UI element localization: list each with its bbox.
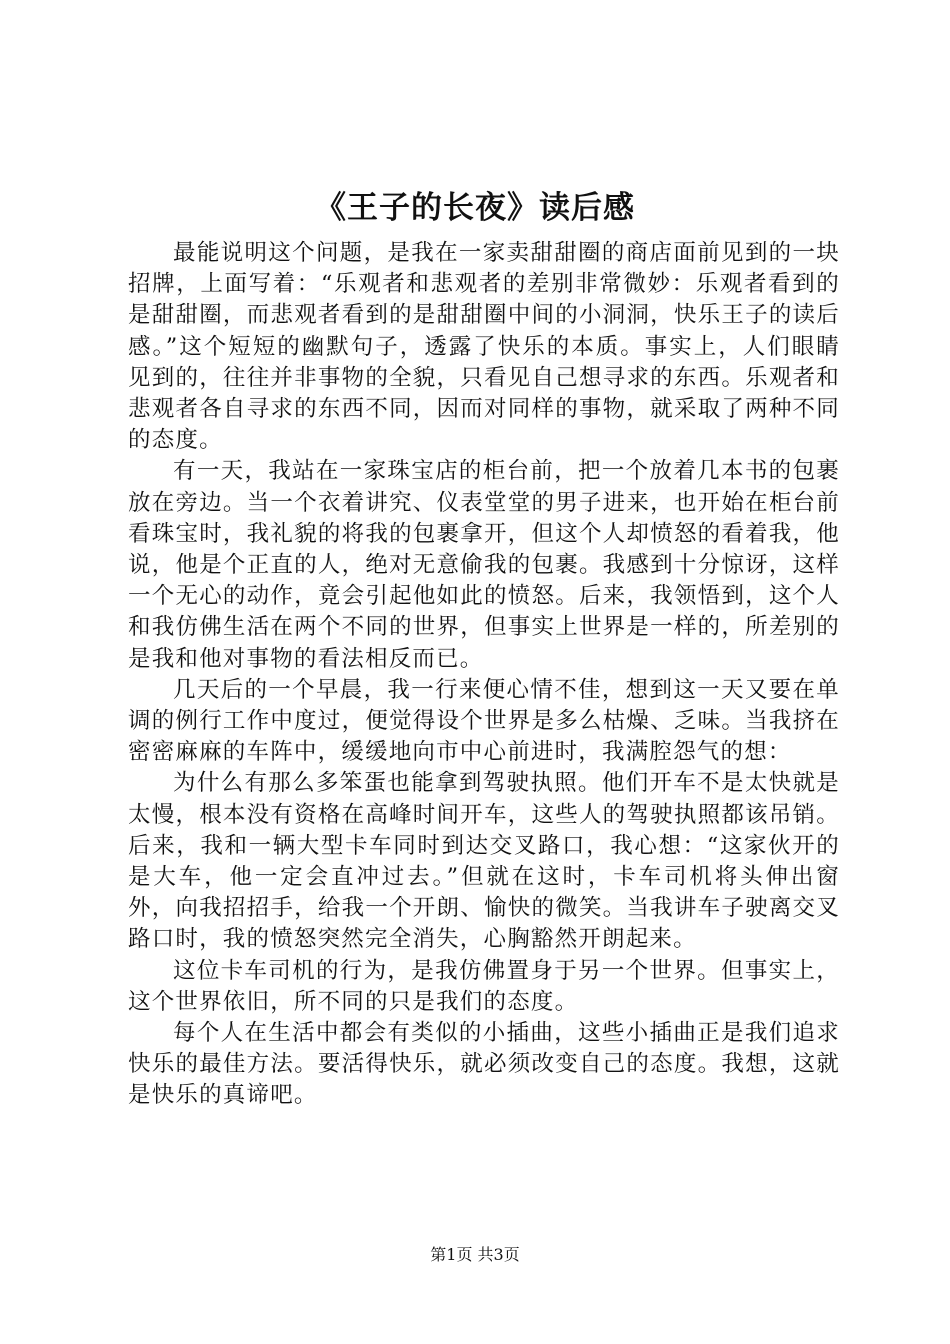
page-footer: 第1页 共3页	[430, 1245, 520, 1264]
paragraph: 这位卡车司机的行为，是我仿佛置身于另一个世界。但事实上，这个世界依旧，所不同的只是我们的态度。	[128, 957, 840, 1015]
paragraph: 有一天，我站在一家珠宝店的柜台前，把一个放着几本书的包裹放在旁边。当一个衣着讲究、仪表堂堂的男子进来，也开始在柜台前看珠宝时，我礼貌的将我的包裹拿开，但这个人却愤怒的看着我，他说，他是个正直的人，绝对无意偷我的包裹。我感到十分惊讶，这样一个无心的动作，竟会引起他如此的愤怒。后来，我领悟到，这个人和我仿佛生活在两个不同的世界，但事实上世界是一样的，所差别的是我和他对事物的看法相反而已。	[128, 458, 840, 672]
document-body	[128, 238, 840, 1112]
paragraph: 最能说明这个问题，是我在一家卖甜甜圈的商店面前见到的一块招牌，上面写着：“乐观者和悲观者的差别非常微妙：乐观者看到的是甜甜圈，而悲观者看到的是甜甜圈中间的小洞洞，快乐王子的读后感。”这个短短的幽默句子，透露了快乐的本质。事实上，人们眼睛见到的，往往并非事物的全貌，只看见自己想寻求的东西。乐观者和悲观者各自寻求的东西不同，因而对同样的事物，就采取了两种不同的态度。	[128, 240, 840, 454]
paragraph: 每个人在生活中都会有类似的小插曲，这些小插曲正是我们追求快乐的最佳方法。要活得快乐，就必须改变自己的态度。我想，这就是快乐的真谛吧。	[128, 1020, 840, 1109]
paragraph: 为什么有那么多笨蛋也能拿到驾驶执照。他们开车不是太快就是太慢，根本没有资格在高峰时间开车，这些人的驾驶执照都该吊销。后来，我和一辆大型卡车同时到达交叉路口，我心想：“这家伙开的是大车，他一定会直冲过去。”但就在这时，卡车司机将头伸出窗外，向我招招手，给我一个开朗、愉快的微笑。当我讲车子驶离交叉路口时，我的愤怒突然完全消失，心胸豁然开朗起来。	[128, 770, 840, 953]
paragraph: 几天后的一个早晨，我一行来便心情不佳，想到这一天又要在单调的例行工作中度过，便觉得设个世界是多么枯燥、乏味。当我挤在密密麻麻的车阵中，缓缓地向市中心前进时，我满腔怨气的想：	[128, 676, 840, 766]
document-title: 《王子的长夜》读后感	[315, 190, 635, 226]
